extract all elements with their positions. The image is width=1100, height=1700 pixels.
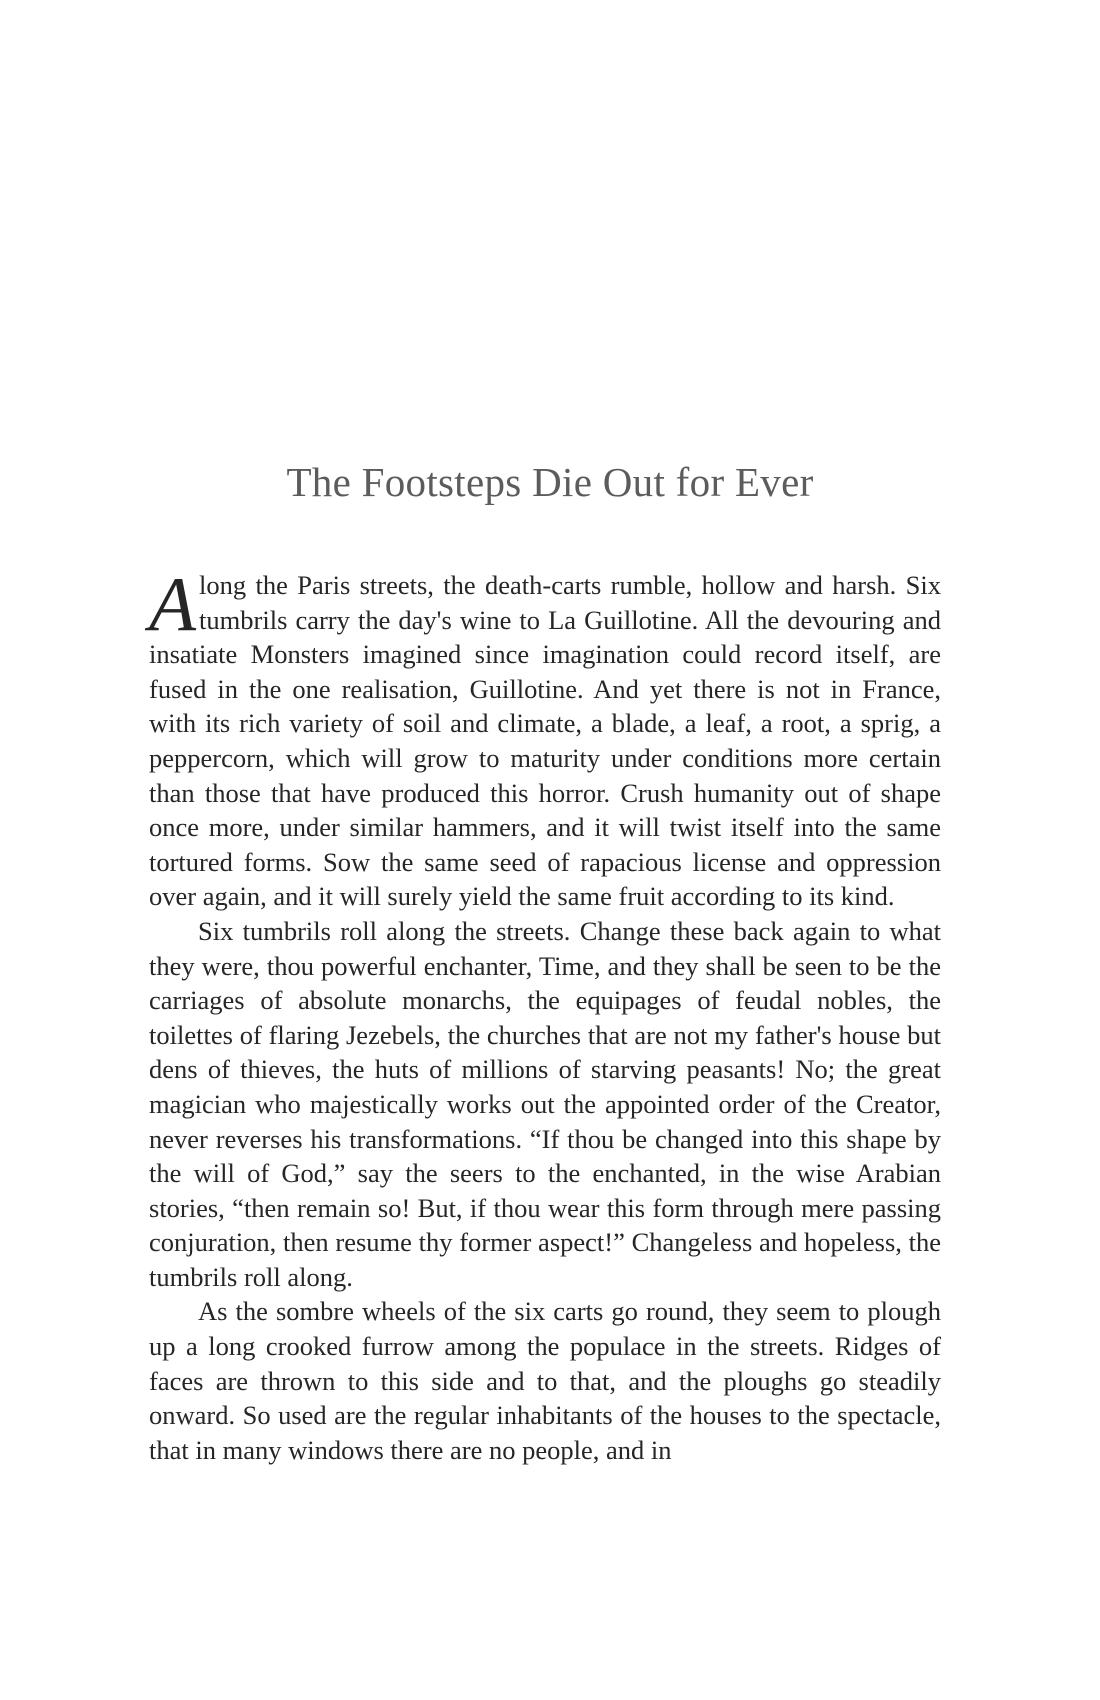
paragraph-1-text: long the Paris streets, the death-carts rumble, hollow and harsh. Six tumbrils carry the day's wine to La Guillotine. All the devouring and insatiate Monsters imagined since imagination could record itself, are fused in the one realisation, Guillotine. And yet there is not in France, with its rich variety of soil and climate, a blade, a leaf, a root, a sprig, a peppercorn, which will grow to maturity under conditions more certain than those that have produced this horror. Crush humanity out of shape once more, under similar hammers, and it will twist itself into the same tortured forms. Sow the same seed of rapacious license and oppression over again, and it will surely yield the same fruit according to its kind. bbox=[149, 570, 941, 912]
chapter-body bbox=[149, 561, 941, 1467]
paragraph-1 bbox=[149, 561, 941, 914]
paragraph-2: Six tumbrils roll along the streets. Change these back again to what they were, thou powerful enchanter, Time, and they shall be seen to be the carriages of absolute monarchs, the equipages of feudal nobles, the toilettes of flaring Jezebels, the churches that are not my father's house but dens of thieves, the huts of millions of starving peasants! No; the great magician who majestically works out the appointed order of the Creator, never reverses his transformations. “If thou be changed into this shape by the will of God,” say the seers to the enchanted, in the wise Arabian stories, “then remain so! But, if thou wear this form through mere passing conjuration, then resume thy former aspect!” Changeless and hopeless, the tumbrils roll along. bbox=[149, 915, 941, 1292]
drop-cap: A bbox=[149, 561, 197, 647]
chapter-title: The Footsteps Die Out for Ever bbox=[286, 459, 814, 505]
paragraph-3: As the sombre wheels of the six carts go round, they seem to plough up a long crooked furrow among the populace in the streets. Ridges of faces are thrown to this side and to that, and the ploughs go steadily onward. So used are the regular inhabitants of the houses to the spectacle, that in many windows there are no people, and in bbox=[149, 1296, 941, 1465]
